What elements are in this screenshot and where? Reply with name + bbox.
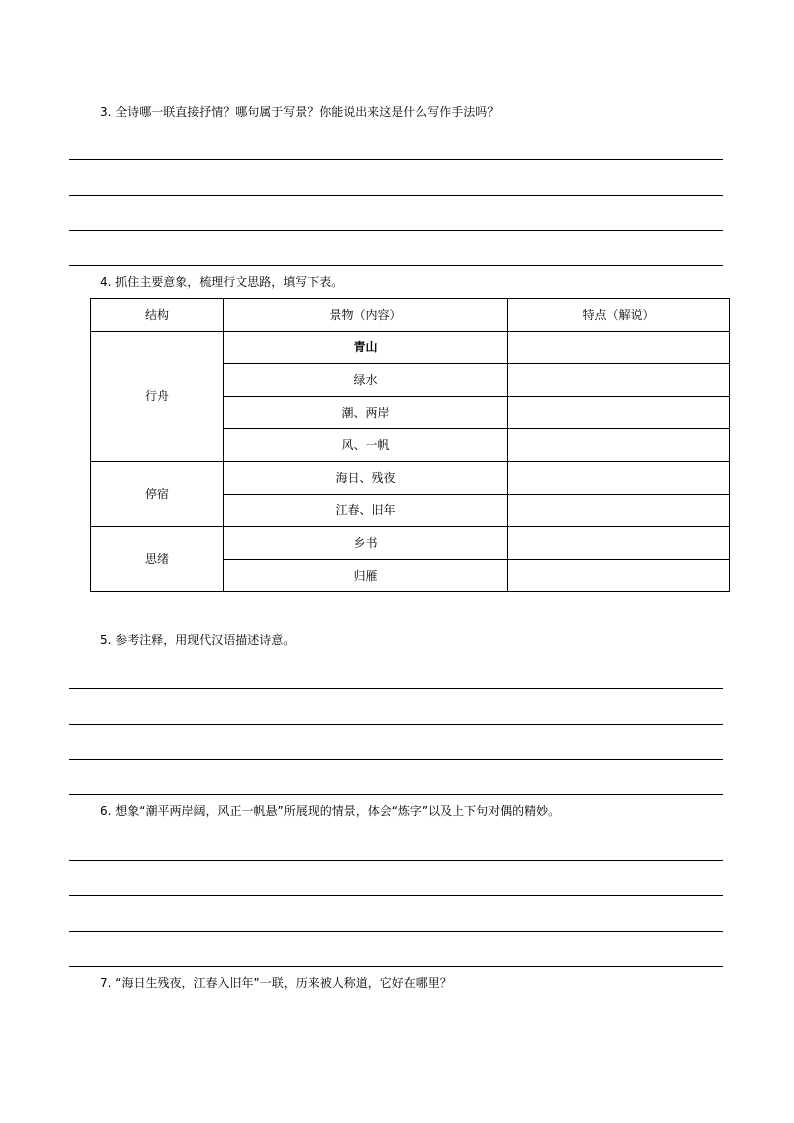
scene-cell: 青山 bbox=[224, 331, 508, 364]
answer-line bbox=[69, 966, 723, 967]
feature-cell[interactable] bbox=[508, 559, 730, 592]
table-row bbox=[91, 461, 730, 494]
answer-line bbox=[69, 860, 723, 861]
question-4: 4. 抓住主要意象，梳理行文思路，填写下表。 bbox=[100, 275, 344, 289]
answer-line bbox=[69, 195, 723, 196]
structure-cell: 思绪 bbox=[91, 527, 224, 592]
answer-line bbox=[69, 759, 723, 760]
feature-cell[interactable] bbox=[508, 429, 730, 462]
scene-cell: 江春、旧年 bbox=[224, 494, 508, 527]
answer-line bbox=[69, 724, 723, 725]
feature-cell[interactable] bbox=[508, 396, 730, 429]
feature-cell[interactable] bbox=[508, 494, 730, 527]
header-structure: 结构 bbox=[91, 299, 224, 332]
structure-cell: 停宿 bbox=[91, 461, 224, 526]
feature-cell[interactable] bbox=[508, 364, 730, 397]
table-row bbox=[91, 527, 730, 560]
header-scene: 景物（内容） bbox=[224, 299, 508, 332]
feature-cell[interactable] bbox=[508, 331, 730, 364]
question-5: 5. 参考注释，用现代汉语描述诗意。 bbox=[100, 633, 296, 647]
imagery-table bbox=[90, 298, 730, 592]
scene-cell: 海日、残夜 bbox=[224, 461, 508, 494]
question-6: 6. 想象“潮平两岸阔，风正一帆悬”所展现的情景，体会“炼字”以及上下句对偶的精妙。 bbox=[100, 804, 561, 818]
table-row bbox=[91, 331, 730, 364]
answer-line bbox=[69, 265, 723, 266]
scene-cell: 绿水 bbox=[224, 364, 508, 397]
answer-line bbox=[69, 159, 723, 160]
question-3: 3. 全诗哪一联直接抒情？哪句属于写景？你能说出来这是什么写作手法吗？ bbox=[100, 105, 500, 119]
feature-cell[interactable] bbox=[508, 527, 730, 560]
feature-cell[interactable] bbox=[508, 461, 730, 494]
scene-cell: 乡书 bbox=[224, 527, 508, 560]
table-header-row bbox=[91, 299, 730, 332]
scene-cell: 风、一帆 bbox=[224, 429, 508, 462]
answer-line bbox=[69, 895, 723, 896]
structure-cell: 行舟 bbox=[91, 331, 224, 461]
header-feature: 特点（解说） bbox=[508, 299, 730, 332]
scene-cell: 归雁 bbox=[224, 559, 508, 592]
question-7: 7. “海日生残夜，江春入旧年”一联，历来被人称道，它好在哪里？ bbox=[100, 976, 452, 990]
answer-line bbox=[69, 230, 723, 231]
answer-line bbox=[69, 931, 723, 932]
answer-line bbox=[69, 688, 723, 689]
scene-cell: 潮、两岸 bbox=[224, 396, 508, 429]
answer-line bbox=[69, 794, 723, 795]
